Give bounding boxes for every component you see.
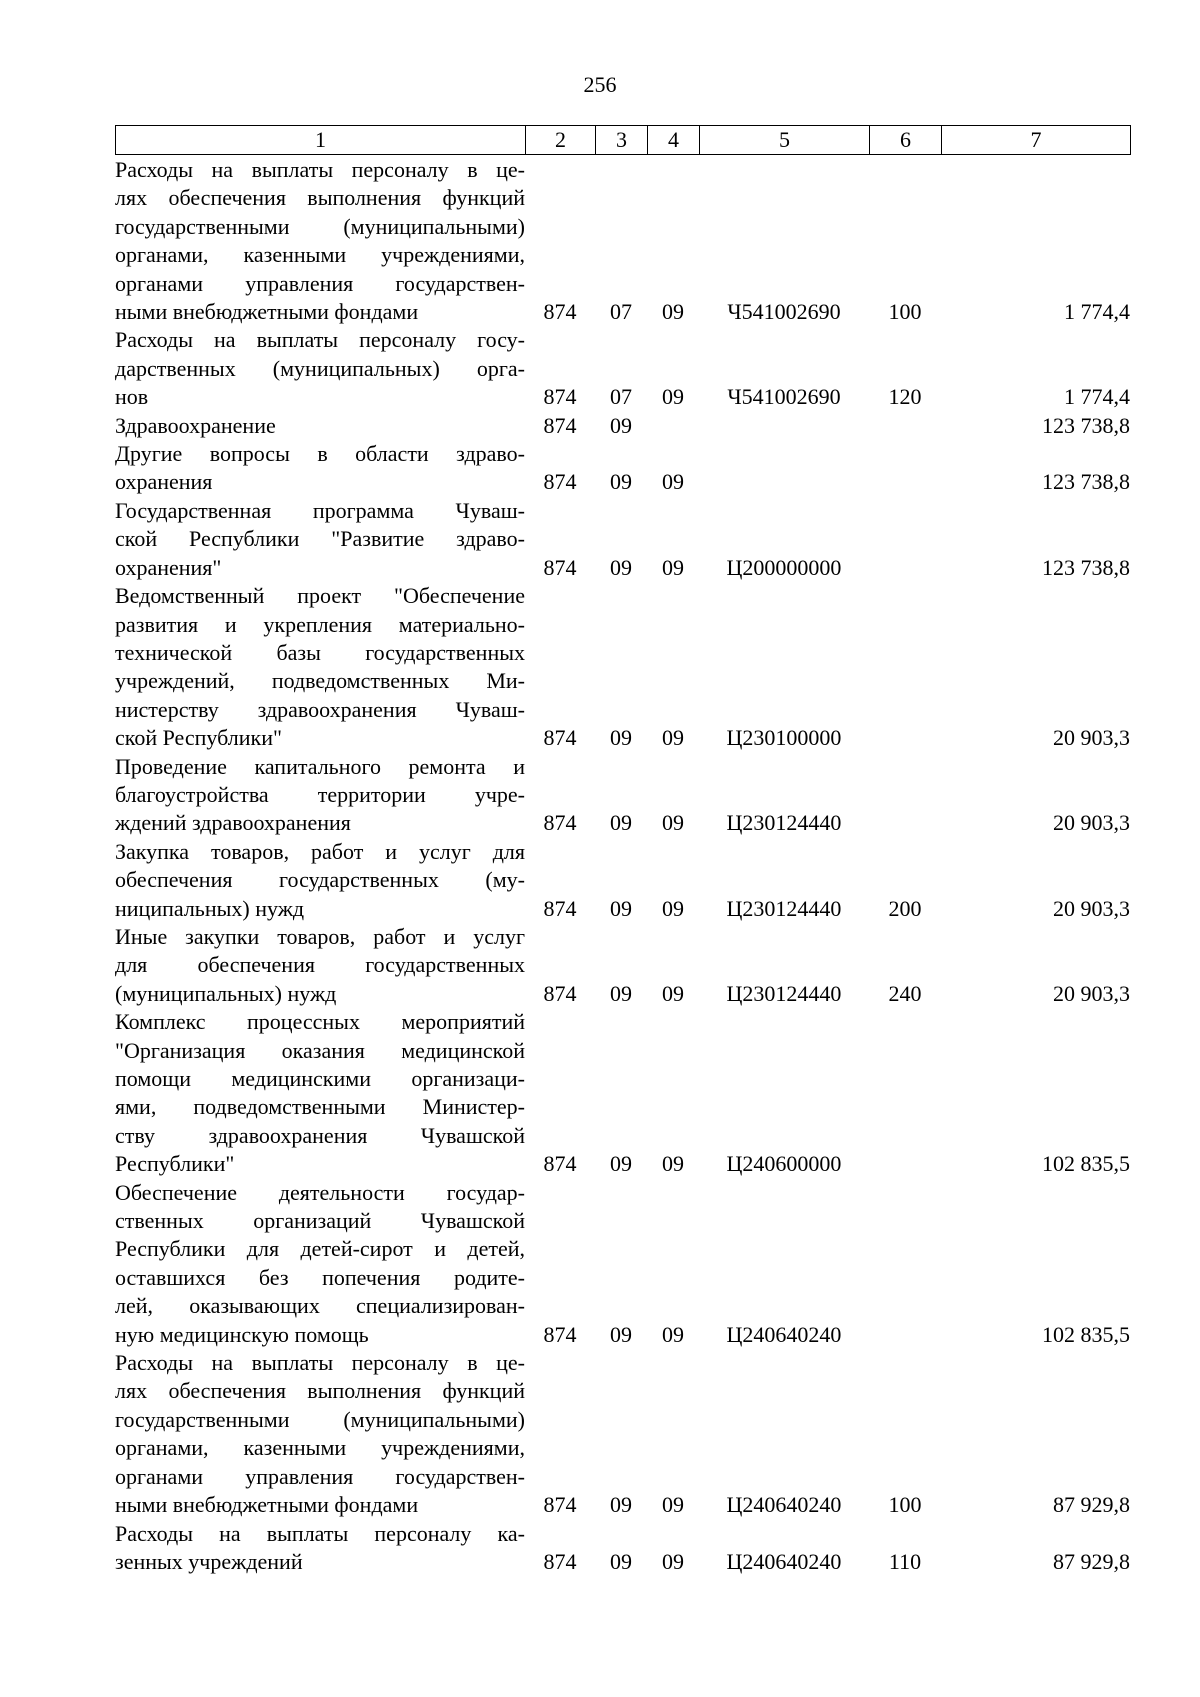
amount-cell: 102 835,5	[1042, 1321, 1130, 1347]
table-row	[115, 923, 1130, 1008]
expense-name-line: нов	[115, 384, 149, 410]
expense-name-line: охранения	[115, 469, 213, 495]
section-code-cell: 07	[610, 299, 632, 325]
section-code-cell: 09	[610, 1321, 632, 1347]
page-number: 256	[583, 72, 617, 97]
expense-name-cell	[115, 497, 525, 582]
expense-name-line: органами управления государствен-	[115, 270, 525, 296]
expense-name-line: органами, казенными учреждениями,	[115, 242, 525, 268]
amount-cell: 123 738,8	[1042, 554, 1130, 580]
expense-type-cell	[869, 582, 941, 752]
expense-name-line: охранения"	[115, 554, 222, 580]
section-code-cell: 09	[610, 980, 632, 1006]
expense-name-cell	[115, 1349, 525, 1519]
expense-name-line: "Организация оказания медицинской	[115, 1037, 525, 1063]
expense-name-line: ждений здравоохранения	[115, 810, 351, 836]
expense-type-cell	[869, 753, 941, 838]
amount-cell: 20 903,3	[1053, 980, 1130, 1006]
column-header: 1	[116, 126, 526, 155]
expense-name-line: Республики для детей-сирот и детей,	[115, 1236, 525, 1262]
expense-name-cell	[115, 156, 525, 326]
ministry-code-cell: 874	[543, 469, 577, 495]
subsection-code-cell: 09	[662, 1548, 684, 1574]
table-row	[115, 156, 1130, 326]
expense-name-line: ниципальных) нужд	[115, 895, 305, 921]
expense-name-line: Республики"	[115, 1151, 235, 1177]
target-article-cell: Ц200000000	[726, 554, 842, 580]
expense-name-line: ственных организаций Чувашской	[115, 1208, 525, 1234]
table-row	[115, 838, 1130, 923]
section-code-cell: 09	[610, 469, 632, 495]
amount-cell: 123 738,8	[1042, 412, 1130, 438]
ministry-code-cell: 874	[543, 810, 577, 836]
expense-name-line: Здравоохранение	[115, 412, 276, 438]
expense-name-line: оставшихся без попечения родите-	[115, 1264, 525, 1290]
expense-type-cell	[869, 497, 941, 582]
expense-name-line: Расходы на выплаты персоналу госу-	[115, 327, 525, 353]
subsection-code-cell	[647, 412, 699, 440]
target-article-cell: Ц230124440	[726, 895, 842, 921]
target-article-cell: Ч541002690	[727, 384, 841, 410]
amount-cell: 20 903,3	[1053, 725, 1130, 751]
target-article-cell: Ц240640240	[726, 1548, 842, 1574]
column-header: 3	[596, 126, 648, 155]
section-code-cell: 09	[610, 725, 632, 751]
ministry-code-cell: 874	[543, 1492, 577, 1518]
amount-cell: 87 929,8	[1053, 1492, 1130, 1518]
expense-name-cell	[115, 1179, 525, 1349]
expense-type-cell	[869, 1008, 941, 1178]
section-code-cell: 09	[610, 810, 632, 836]
section-code-cell: 07	[610, 384, 632, 410]
ministry-code-cell: 874	[543, 299, 577, 325]
subsection-code-cell: 09	[662, 384, 684, 410]
expense-name-line: дарственных (муниципальных) орга-	[115, 355, 525, 381]
expense-name-line: Расходы на выплаты персоналу ка-	[115, 1520, 525, 1546]
table-row	[115, 326, 1130, 411]
column-header: 7	[942, 126, 1131, 155]
table-row	[115, 1520, 1130, 1577]
expense-name-line: благоустройства территории учре-	[115, 781, 525, 807]
ministry-code-cell: 874	[543, 1548, 577, 1574]
expense-type-cell: 100	[888, 299, 922, 325]
expense-name-line: учреждений, подведомственных Ми-	[115, 668, 525, 694]
column-header: 4	[648, 126, 700, 155]
ministry-code-cell: 874	[543, 384, 577, 410]
amount-cell: 20 903,3	[1053, 895, 1130, 921]
table-row	[115, 1349, 1130, 1519]
ministry-code-cell: 874	[543, 725, 577, 751]
amount-cell: 1 774,4	[1064, 299, 1130, 325]
expense-name-line: органами управления государствен-	[115, 1463, 525, 1489]
expense-name-line: Закупка товаров, работ и услуг для	[115, 838, 525, 864]
target-article-cell: Ц230124440	[726, 980, 842, 1006]
expense-type-cell	[869, 440, 941, 497]
expense-name-line: технической базы государственных	[115, 639, 525, 665]
expense-name-line: Ведомственный проект "Обеспечение	[115, 583, 525, 609]
expense-type-cell: 100	[888, 1492, 922, 1518]
expense-name-line: Расходы на выплаты персоналу в це-	[115, 157, 525, 182]
expense-name-line: помощи медицинскими организаци-	[115, 1066, 525, 1091]
amount-cell: 20 903,3	[1053, 810, 1130, 836]
expense-name-line: для обеспечения государственных	[115, 952, 525, 978]
expense-name-line: Государственная программа Чуваш-	[115, 497, 525, 523]
table-row	[115, 412, 1130, 440]
table-row	[115, 1179, 1130, 1349]
expense-name-cell	[115, 838, 525, 923]
expense-name-line: лях обеспечения выполнения функций	[115, 185, 525, 211]
expense-name-cell	[115, 1008, 525, 1178]
expense-type-cell: 120	[888, 384, 922, 410]
amount-cell: 1 774,4	[1064, 384, 1130, 410]
target-article-cell: Ц240640240	[726, 1492, 842, 1518]
subsection-code-cell: 09	[662, 469, 684, 495]
section-code-cell: 09	[610, 412, 632, 438]
expense-name-line: ными внебюджетными фондами	[115, 1492, 419, 1518]
section-code-cell: 09	[610, 554, 632, 580]
target-article-cell: Ц230124440	[726, 810, 842, 836]
expense-name-cell	[115, 582, 525, 752]
section-code-cell: 09	[610, 895, 632, 921]
expense-name-line: ской Республики "Развитие здраво-	[115, 526, 525, 552]
subsection-code-cell: 09	[662, 1151, 684, 1177]
expense-name-line: ную медицинскую помощь	[115, 1321, 369, 1347]
expense-type-cell	[869, 1179, 941, 1349]
expense-name-line: Обеспечение деятельности государ-	[115, 1179, 525, 1205]
expense-name-line: органами, казенными учреждениями,	[115, 1435, 525, 1461]
table-row	[115, 497, 1130, 582]
subsection-code-cell: 09	[662, 810, 684, 836]
ministry-code-cell: 874	[543, 554, 577, 580]
expense-name-line: Проведение капитального ремонта и	[115, 753, 525, 779]
expense-name-cell	[115, 923, 525, 1008]
column-header-table	[115, 125, 1131, 155]
expense-type-cell: 110	[888, 1548, 922, 1574]
subsection-code-cell: 09	[662, 1492, 684, 1518]
expense-name-line: Расходы на выплаты персоналу в це-	[115, 1350, 525, 1376]
expense-name-line: государственными (муниципальными)	[115, 1406, 525, 1432]
ministry-code-cell: 874	[543, 1151, 577, 1177]
section-code-cell: 09	[610, 1548, 632, 1574]
expense-name-line: ству здравоохранения Чувашской	[115, 1122, 525, 1148]
table-row	[115, 753, 1130, 838]
expense-name-cell	[115, 326, 525, 411]
expense-name-line: зенных учреждений	[115, 1548, 303, 1574]
expense-name-line: лей, оказывающих специализирован-	[115, 1293, 525, 1319]
expense-name-line: Иные закупки товаров, работ и услуг	[115, 923, 525, 949]
amount-cell: 102 835,5	[1042, 1151, 1130, 1177]
expense-name-cell	[115, 753, 525, 838]
expense-name-line: государственными (муниципальными)	[115, 213, 525, 239]
expense-name-cell	[115, 440, 525, 497]
subsection-code-cell: 09	[662, 725, 684, 751]
expense-name-line: обеспечения государственных (му-	[115, 867, 525, 893]
table-row	[115, 1008, 1130, 1178]
target-article-cell: Ц240600000	[726, 1151, 842, 1177]
subsection-code-cell: 09	[662, 299, 684, 325]
amount-cell: 87 929,8	[1053, 1548, 1130, 1574]
budget-table	[115, 156, 1130, 1576]
expense-name-line: Другие вопросы в области здраво-	[115, 441, 525, 467]
amount-cell: 123 738,8	[1042, 469, 1130, 495]
ministry-code-cell: 874	[543, 1321, 577, 1347]
subsection-code-cell: 09	[662, 980, 684, 1006]
expense-name-line: ями, подведомственными Министер-	[115, 1094, 525, 1120]
expense-name-cell	[115, 412, 525, 440]
table-row	[115, 440, 1130, 497]
subsection-code-cell: 09	[662, 554, 684, 580]
subsection-code-cell: 09	[662, 895, 684, 921]
expense-name-line: лях обеспечения выполнения функций	[115, 1378, 525, 1404]
target-article-cell: Ч541002690	[727, 299, 841, 325]
expense-name-line: нистерству здравоохранения Чуваш-	[115, 696, 525, 722]
target-article-cell	[699, 440, 869, 497]
column-header: 5	[700, 126, 870, 155]
target-article-cell	[699, 412, 869, 440]
ministry-code-cell: 874	[543, 895, 577, 921]
expense-type-cell: 200	[888, 895, 922, 921]
column-header: 6	[870, 126, 942, 155]
section-code-cell: 09	[610, 1151, 632, 1177]
column-header-row	[116, 126, 1131, 155]
expense-name-line: (муниципальных) нужд	[115, 980, 337, 1006]
expense-name-cell	[115, 1520, 525, 1577]
table-row	[115, 582, 1130, 752]
ministry-code-cell: 874	[543, 412, 577, 438]
column-header: 2	[526, 126, 596, 155]
expense-type-cell: 240	[888, 980, 922, 1006]
section-code-cell: 09	[610, 1492, 632, 1518]
target-article-cell: Ц230100000	[726, 725, 842, 751]
expense-name-line: развития и укрепления материально-	[115, 611, 525, 637]
expense-name-line: ской Республики"	[115, 725, 282, 751]
target-article-cell: Ц240640240	[726, 1321, 842, 1347]
expense-name-line: ными внебюджетными фондами	[115, 299, 419, 325]
expense-name-line: Комплекс процессных мероприятий	[115, 1009, 525, 1035]
expense-type-cell	[869, 412, 941, 440]
subsection-code-cell: 09	[662, 1321, 684, 1347]
ministry-code-cell: 874	[543, 980, 577, 1006]
